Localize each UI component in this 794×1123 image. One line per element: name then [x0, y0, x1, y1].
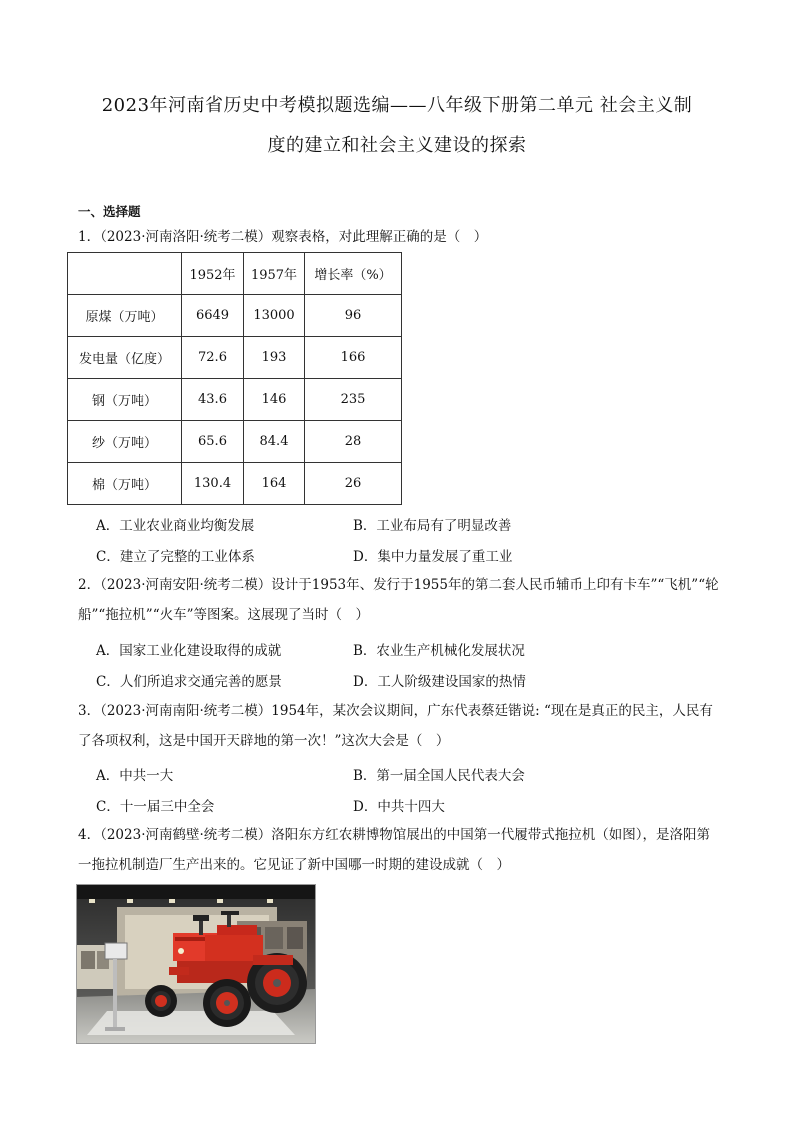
table-cell: 164: [244, 463, 305, 505]
table-cell: 26: [305, 463, 402, 505]
question-4-line-2: 一拖拉机制造厂生产出来的。它见证了新中国哪一时期的建设成就（ ）: [78, 857, 510, 873]
table-cell: 13000: [244, 295, 305, 337]
table-header-cell: [68, 253, 182, 295]
option-1a[interactable]: A．工业农业商业均衡发展: [96, 518, 255, 534]
table-cell: 96: [305, 295, 402, 337]
question-2-line-2: 船”“拖拉机”“火车”等图案。这展现了当时（ ）: [78, 607, 370, 623]
table-cell: 146: [244, 379, 305, 421]
option-3d[interactable]: D．中共十四大: [353, 799, 445, 815]
table-cell: 钢（万吨）: [68, 379, 182, 421]
option-2d[interactable]: D．工人阶级建设国家的热情: [353, 674, 526, 690]
document-title: [60, 86, 734, 166]
question-3-line-1: 3．（2023·河南南阳·统考二模）1954年，某次会议期间，广东代表蔡廷锴说: “现在是真正的民主，人民有: [78, 703, 713, 719]
table-header-row: [68, 253, 402, 295]
question-2-text: [78, 570, 724, 630]
tractor-photo: [76, 884, 316, 1044]
table-row: [68, 379, 402, 421]
table-cell: 65.6: [182, 421, 244, 463]
table-cell: 原煤（万吨）: [68, 295, 182, 337]
table-header-cell: 1952年: [182, 253, 244, 295]
table-row: [68, 295, 402, 337]
table-cell: 84.4: [244, 421, 305, 463]
table-header-cell: 增长率（%）: [305, 253, 402, 295]
question-4-line-1: 4．（2023·河南鹤壁·统考二模）洛阳东方红农耕博物馆展出的中国第一代履带式拖拉机（如图），是洛阳第: [78, 827, 711, 843]
question-3-line-2: 了各项权利，这是中国开天辟地的第一次！”这次大会是（ ）: [78, 733, 450, 749]
table-cell: 43.6: [182, 379, 244, 421]
table-row: [68, 421, 402, 463]
table-cell: 纱（万吨）: [68, 421, 182, 463]
table-cell: 28: [305, 421, 402, 463]
option-3b[interactable]: B．第一届全国人民代表大会: [353, 768, 525, 784]
option-2b[interactable]: B．农业生产机械化发展状况: [353, 643, 525, 659]
question-3-text: [78, 696, 724, 756]
option-1d[interactable]: D．集中力量发展了重工业: [353, 549, 513, 565]
option-2a[interactable]: A．国家工业化建设取得的成就: [96, 643, 282, 659]
option-3a[interactable]: A．中共一大: [96, 768, 174, 784]
table-row: [68, 463, 402, 505]
table-row: [68, 337, 402, 379]
production-table: [67, 252, 402, 505]
question-1-text: 1．（2023·河南洛阳·统考二模）观察表格，对此理解正确的是（ ）: [78, 229, 488, 245]
table-cell: 130.4: [182, 463, 244, 505]
question-2-line-1: 2．（2023·河南安阳·统考二模）设计于1953年、发行于1955年的第二套人民币辅币上印有卡车”“飞机”“轮: [78, 577, 719, 593]
section-heading: 一、选择题: [78, 204, 141, 219]
title-line-2: 度的建立和社会主义建设的探索: [267, 135, 527, 156]
title-line-1: 2023年河南省历史中考模拟题选编——八年级下册第二单元 社会主义制: [101, 95, 693, 116]
table-cell: 6649: [182, 295, 244, 337]
option-1c[interactable]: C．建立了完整的工业体系: [96, 549, 255, 565]
table-cell: 棉（万吨）: [68, 463, 182, 505]
table-header-cell: 1957年: [244, 253, 305, 295]
table-cell: 235: [305, 379, 402, 421]
option-3c[interactable]: C．十一届三中全会: [96, 799, 215, 815]
table-cell: 72.6: [182, 337, 244, 379]
option-1b[interactable]: B．工业布局有了明显改善: [353, 518, 512, 534]
question-4-text: [78, 820, 724, 880]
option-2c[interactable]: C．人们所追求交通完善的愿景: [96, 674, 282, 690]
table-cell: 193: [244, 337, 305, 379]
table-cell: 发电量（亿度）: [68, 337, 182, 379]
table-cell: 166: [305, 337, 402, 379]
